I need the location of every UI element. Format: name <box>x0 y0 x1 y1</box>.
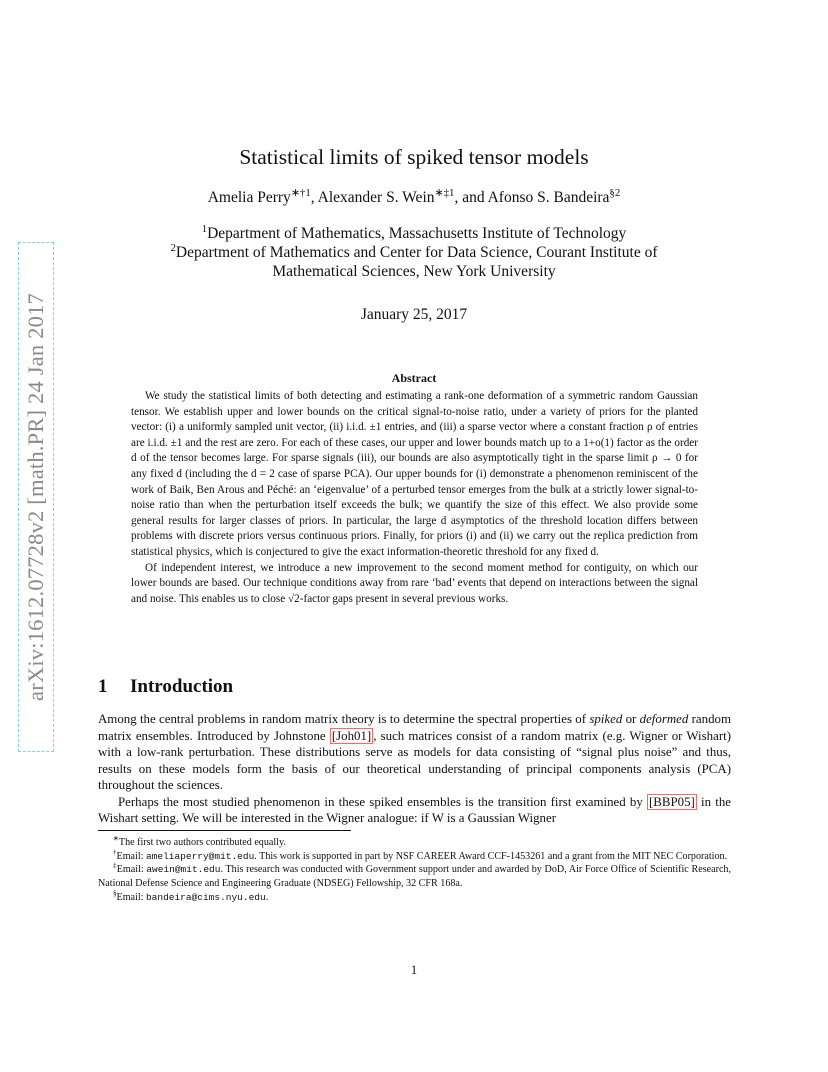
footnote-text: . This work is supported in part by NSF CAREER Award CCF-1453261 and a grant from the MIT NEC Corporation. <box>254 850 728 862</box>
author-list <box>0 186 828 207</box>
affiliations <box>0 224 828 281</box>
affiliation-mark: 1 <box>201 222 208 235</box>
footnote-text: The first two authors contributed equally. <box>118 837 286 848</box>
emphasis-text: spiked <box>589 712 623 726</box>
author-marks: §2 <box>609 186 621 199</box>
abstract-body <box>131 389 698 607</box>
body-paragraph <box>98 711 731 794</box>
footnotes <box>98 836 731 905</box>
footnote <box>98 850 731 864</box>
body-text: , such matrices consist of a random matrix (e.g. Wigner or Wishart) with a low-rank perturbation. These distributions serve as models for data consisting of “signal plus noise” and thus, results on these models form the basis of our theoretical understanding of principal components analysis (PCA) throughout the sciences. <box>98 728 731 792</box>
footnote <box>98 891 731 905</box>
footnote-label: Email: <box>116 864 147 876</box>
body-text: or <box>622 712 640 726</box>
abstract-paragraph: Of independent interest, we introduce a new improvement to the second moment method for contiguity, on which our lower bounds are based. Our technique conditions away from rare ‘bad’ events that depend on interactions between the signal and noise. This enables us to close √2-factor gaps present in several previous works. <box>131 561 698 605</box>
email-link[interactable]: awein@mit.edu <box>146 864 221 876</box>
affiliation-line <box>0 243 828 262</box>
arxiv-identifier: arXiv:1612.07728v2 [math.PR] 24 Jan 2017 <box>23 293 48 701</box>
footnote-text: . This research was conducted with Government support under and awarded by DoD, Air Force Office of Scientific Research, National Defense Science and Engineering Graduate (NDSEG) Fellowship, 32 CFR 168a. <box>98 864 731 890</box>
citation-link[interactable]: [BBP05] <box>648 794 695 809</box>
body-text: Perhaps the most studied phenomenon in these spiked ensembles is the transition first examined by <box>118 794 647 809</box>
body-paragraph <box>98 794 731 827</box>
page-number: 1 <box>410 963 418 977</box>
author-name: Alexander S. Wein <box>317 189 435 206</box>
section-heading <box>98 676 233 698</box>
citation-link[interactable]: [Joh01] <box>331 728 372 743</box>
author-marks: ∗†1 <box>290 186 311 199</box>
author-separator: , <box>310 189 318 206</box>
affiliation-mark: 2 <box>170 241 176 254</box>
body-text: random matrix ensembles. Introduced by Johnstone <box>98 712 731 743</box>
email-link[interactable]: bandeira@cims.nyu.edu <box>145 891 266 903</box>
author-name: Afonso S. Bandeira <box>487 189 610 206</box>
affiliation-line <box>0 224 828 243</box>
footnote <box>98 836 731 850</box>
section-title: Introduction <box>130 676 234 697</box>
footnote <box>98 863 731 890</box>
footnote-rule <box>98 830 351 831</box>
abstract-paragraph: We study the statistical limits of both detecting and estimating a rank-one deformation of a symmetric random Gaussian tensor. We establish upper and lower bounds on the critical signal-to-noise ratio, under a variety of priors for the planted vector: (i) a uniformly sampled unit vector, (ii) i.i.d. ±1 entries, and (iii) a sparse vector where a constant fraction ρ of entries are i.i.d. ±1 and the rest are zero. For each of these cases, our upper and lower bounds match up to a 1+o(1) factor as the order d of the tensor becomes large. For sparse signals (iii), our bounds are also asymptotically tight in the sparse limit ρ → 0 for any fixed d (including the d = 2 case of sparse PCA). Our upper bounds for (i) demonstrate a phenomenon reminiscent of the work of Baik, Ben Arous and Péché: an ‘eigenvalue’ of a perturbed tensor emerges from the bulk at a strictly lower signal-to-noise ratio than when the perturbation itself exceeds the bulk; we quantify the size of this effect. We also provide some general results for larger classes of priors. In particular, the large d asymptotics of the threshold location differs between problems with discrete priors versus continuous priors. Finally, for priors (i) and (ii) we carry out the replica prediction from statistical physics, which is conjectured to give the exact information-theoretic threshold for any fixed d. <box>131 390 698 558</box>
footnote-mark: § <box>113 889 117 898</box>
abstract-heading: Abstract <box>391 371 437 385</box>
footnote-mark: † <box>113 848 117 857</box>
author-separator: , and <box>454 189 488 206</box>
body-text: Among the central problems in random matrix theory is to determine the spectral properties of <box>98 712 590 726</box>
author-marks: ∗‡1 <box>434 186 455 199</box>
body-text: in the Wishart setting. We will be interested in the Wigner analogue: if W is a Gaussian Wigner <box>98 794 731 825</box>
footnote-label: Email: <box>116 891 146 903</box>
introduction-body <box>98 711 731 827</box>
section-number: 1 <box>98 676 108 697</box>
author-name: Amelia Perry <box>207 189 291 206</box>
paper-date: January 25, 2017 <box>360 306 468 323</box>
footnote-mark: ∗ <box>113 834 119 843</box>
affiliation-line: Mathematical Sciences, New York University <box>272 263 556 280</box>
footnote-label: Email: <box>116 850 146 862</box>
footnote-text: . <box>265 891 269 903</box>
affiliation-text: Department of Mathematics and Center for Data Science, Courant Institute of <box>175 244 658 261</box>
emphasis-text: deformed <box>639 712 689 726</box>
paper-title: Statistical limits of spiked tensor models <box>239 145 589 169</box>
email-link[interactable]: ameliaperry@mit.edu <box>145 850 255 862</box>
affiliation-text: Department of Mathematics, Massachusetts Institute of Technology <box>207 225 627 242</box>
footnote-mark: ‡ <box>113 862 117 871</box>
